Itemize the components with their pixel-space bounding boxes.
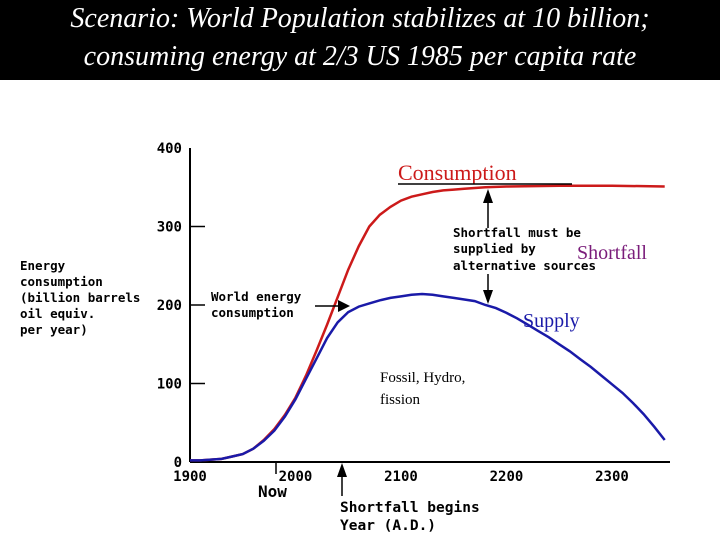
- title-bar: [0, 0, 720, 80]
- y-axis-label-line: per year): [20, 322, 88, 337]
- consumption-label: Consumption: [398, 160, 517, 185]
- shortfall-note-line-2: supplied by: [453, 241, 536, 256]
- world-energy-note-line-1: World energy: [211, 289, 302, 304]
- y-axis-label: [20, 258, 140, 337]
- title-line-2: consuming energy at 2/3 US 1985 per capita rate: [83, 41, 637, 72]
- x-tick-label: 2300: [595, 469, 629, 485]
- y-axis-label-line: oil equiv.: [20, 306, 96, 321]
- fossil-note-line-1: Fossil, Hydro,: [380, 370, 466, 386]
- x-tick-label: 2000: [278, 469, 313, 485]
- supply-label: Supply: [523, 310, 580, 332]
- x-axis-ticks: [173, 469, 629, 485]
- x-tick-label: 2100: [384, 469, 418, 485]
- shortfall-begins-label: Shortfall begins: [340, 500, 480, 516]
- y-axis-ticks: [157, 141, 205, 471]
- shortfall-arrow-down-head: [483, 290, 493, 304]
- y-tick-label: 200: [156, 298, 182, 314]
- consumption-series-line: [190, 186, 665, 461]
- y-axis-label-line: consumption: [20, 274, 103, 289]
- y-axis-label-line: (billion barrels: [20, 290, 141, 305]
- now-label: Now: [258, 482, 287, 501]
- shortfall-note-line-1: Shortfall must be: [453, 225, 581, 240]
- y-tick-label: 0: [173, 455, 182, 471]
- world-energy-note-line-2: consumption: [211, 305, 294, 320]
- y-tick-label: 300: [156, 219, 182, 236]
- x-tick-label: 2200: [489, 469, 524, 485]
- title-line-1: Scenario: World Population stabilizes at 10 billion;: [70, 3, 650, 34]
- fossil-note-line-2: fission: [380, 392, 421, 408]
- x-axis-label: Year (A.D.): [340, 518, 437, 534]
- shortfall-note-line-3: alternative sources: [453, 258, 596, 273]
- y-tick-label: 100: [156, 376, 182, 393]
- shortfall-arrow-up-head: [483, 189, 493, 203]
- x-tick-label: 1900: [173, 469, 207, 485]
- shortfall-begins-arrow-head: [337, 463, 347, 477]
- shortfall-label: Shortfall: [577, 242, 647, 264]
- world-energy-arrow-head: [338, 300, 350, 312]
- y-tick-label: 400: [156, 141, 182, 157]
- y-axis-label-line: Energy: [20, 258, 66, 273]
